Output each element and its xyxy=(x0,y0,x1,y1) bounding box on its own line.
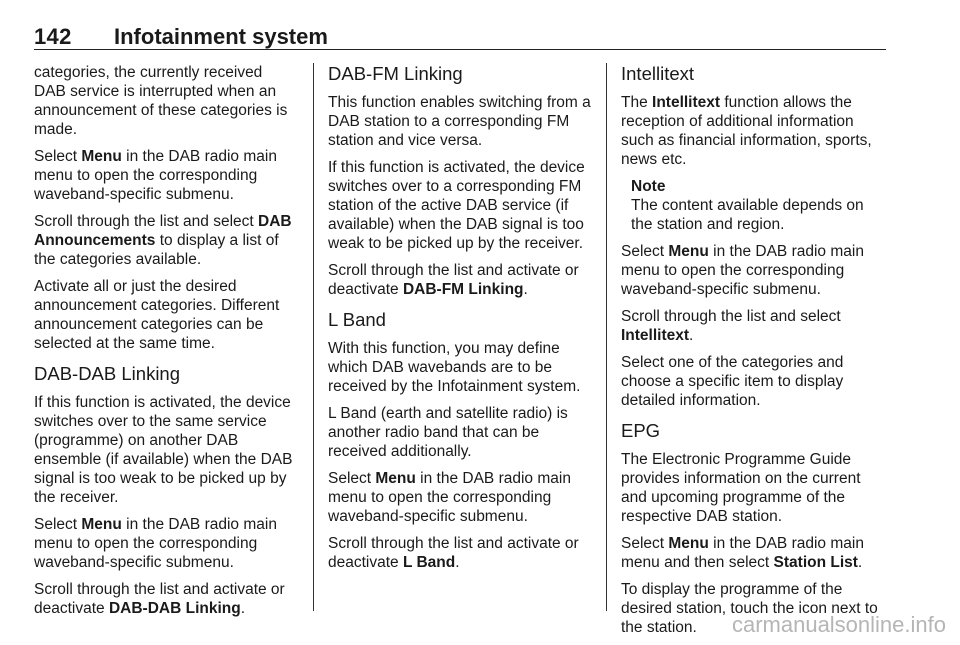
heading-epg: EPG xyxy=(621,420,661,441)
column-2 xyxy=(328,63,592,580)
column-divider xyxy=(313,63,314,611)
menu-term: Menu xyxy=(81,516,122,533)
watermark: carmanualsonline.info xyxy=(731,612,946,637)
menu-term: Intellitext xyxy=(652,94,721,111)
menu-term: DAB-DAB Linking xyxy=(108,600,241,617)
text: Scroll through the list and activate or deactivate xyxy=(34,581,285,617)
paragraph: Activate all or just the desired announcement categories. Different announcement categories can be selected at the same time. xyxy=(34,278,280,352)
paragraph: To display the programme of the desired station, touch the icon next to the station. xyxy=(621,581,878,636)
text: Scroll through the list and activate or deactivate xyxy=(328,262,579,298)
text: Scroll through the list and select xyxy=(621,308,841,325)
paragraph xyxy=(34,212,298,269)
menu-term: Intellitext xyxy=(621,327,690,344)
paragraph xyxy=(34,580,298,618)
paragraph xyxy=(328,534,592,572)
menu-term: DAB-FM Linking xyxy=(402,281,524,298)
menu-term: Station List xyxy=(773,554,858,571)
paragraph: If this function is activated, the device switches over to the same service (programme) on another DAB ensemble (if available) when the DAB signal is too weak to be picked up by the receiver. xyxy=(34,394,293,506)
text: Select xyxy=(621,243,669,260)
heading-intellitext: Intellitext xyxy=(621,63,695,84)
text: Scroll through the list and activate or deactivate xyxy=(328,535,579,571)
paragraph xyxy=(34,147,298,204)
text: . xyxy=(523,281,528,298)
paragraph xyxy=(621,242,885,299)
note-title: Note xyxy=(631,178,666,195)
menu-term: Menu xyxy=(668,243,709,260)
paragraph xyxy=(34,515,298,572)
paragraph: categories, the currently received DAB service is interrupted when an announcement of these categories is made. xyxy=(34,64,288,138)
text: . xyxy=(455,554,460,571)
column-1 xyxy=(34,63,298,626)
text: Select xyxy=(621,535,669,552)
paragraph xyxy=(328,469,592,526)
column-3 xyxy=(621,63,885,645)
menu-term: L Band xyxy=(402,554,456,571)
text: Scroll through the list and select xyxy=(34,213,259,230)
text: in the DAB radio main menu to open the corresponding waveband-specific submenu. xyxy=(621,243,864,298)
menu-term: Menu xyxy=(81,148,122,165)
paragraph xyxy=(328,261,592,299)
note-text: The content available depends on the station and region. xyxy=(631,197,864,233)
paragraph xyxy=(621,93,885,169)
text: . xyxy=(689,327,694,344)
note-box xyxy=(631,177,885,234)
paragraph xyxy=(621,534,885,572)
menu-term: Menu xyxy=(375,470,416,487)
column-divider xyxy=(606,63,607,611)
section-title: Infotainment system xyxy=(114,24,328,49)
heading-l-band: L Band xyxy=(328,309,386,330)
paragraph: Select one of the categories and choose a specific item to display detailed information. xyxy=(621,354,844,409)
text: in the DAB radio main menu and then select xyxy=(621,535,864,571)
text: . xyxy=(857,554,863,571)
menu-term: Menu xyxy=(668,535,709,552)
header-divider xyxy=(34,49,886,50)
text: in the DAB radio main menu to open the corresponding waveband-specific submenu. xyxy=(34,516,277,571)
paragraph: The Electronic Programme Guide provides information on the current and upcoming programme of the respective DAB station. xyxy=(621,451,861,525)
text: in the DAB radio main menu to open the corresponding waveband-specific submenu. xyxy=(34,148,277,203)
paragraph: This function enables switching from a DAB station to a corresponding FM station and vice versa. xyxy=(328,94,591,149)
heading-dab-dab-linking: DAB-DAB Linking xyxy=(34,363,181,384)
text: to display a list of the categories available. xyxy=(34,232,279,268)
page-number: 142 xyxy=(34,24,72,49)
paragraph: With this function, you may define which DAB wavebands are to be received by the Infotainment system. xyxy=(328,340,581,395)
heading-dab-fm-linking: DAB-FM Linking xyxy=(328,63,463,84)
paragraph: If this function is activated, the device switches over to a corresponding FM station of the active DAB service (if available) when the DAB signal is too weak to be picked up by the receiver. xyxy=(328,159,585,252)
paragraph: L Band (earth and satellite radio) is another radio band that can be received additionally. xyxy=(328,405,568,460)
text: Select xyxy=(34,516,82,533)
page-header xyxy=(34,20,886,50)
menu-term: DAB Announcements xyxy=(34,213,292,249)
text: . xyxy=(240,600,246,617)
text: function allows the reception of additional information such as financial information, sports, news etc. xyxy=(621,94,872,168)
text: Select xyxy=(34,148,82,165)
text: Select xyxy=(328,470,376,487)
paragraph xyxy=(621,307,885,345)
text: The xyxy=(621,94,653,111)
text: in the DAB radio main menu to open the corresponding waveband-specific submenu. xyxy=(328,470,571,525)
